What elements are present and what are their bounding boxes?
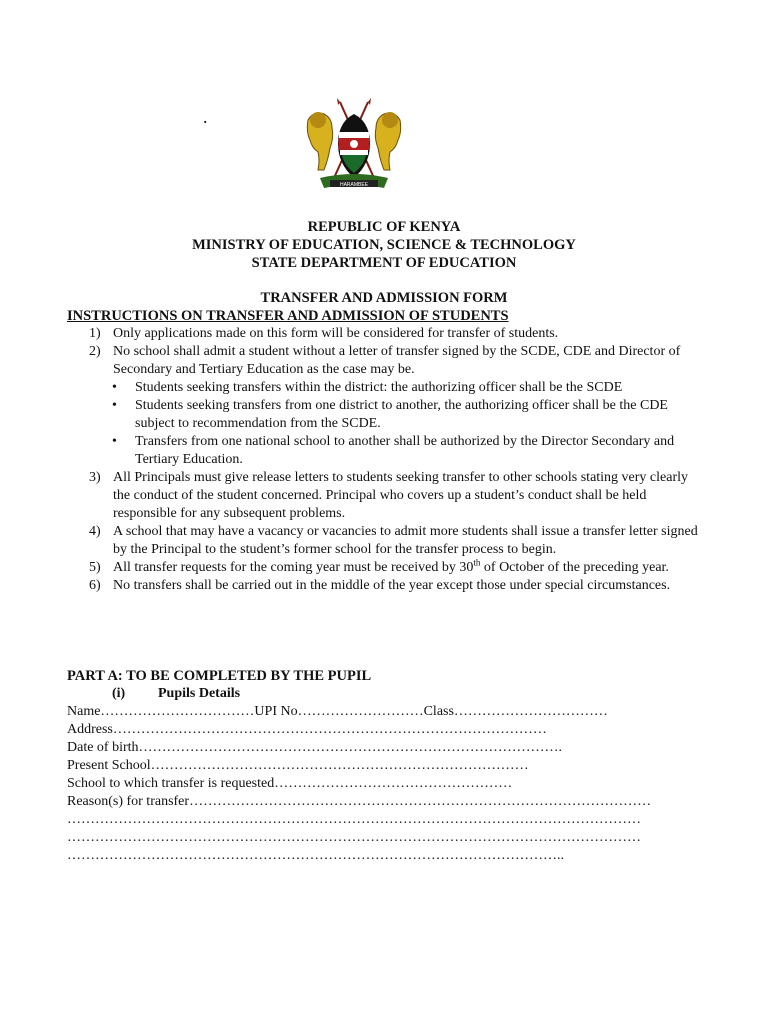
- item-text: [113, 557, 669, 575]
- form-title: TRANSFER AND ADMISSION FORM: [260, 290, 508, 306]
- instructions-list: [67, 325, 707, 595]
- reason-continuation-line[interactable]: ……………………………………………………………………………………………………………: [67, 830, 641, 845]
- instruction-item: [67, 343, 707, 469]
- name-upi-class-field[interactable]: Name……………………………UPI No………………………Class……………………………: [67, 704, 608, 719]
- bullet-item: • Students seeking transfers within the district: the authorizing officer shall be the SCDE: [67, 379, 707, 397]
- date-of-birth-field[interactable]: Date of birth……………………………………………………………………………….: [67, 740, 563, 755]
- item-number: 3): [89, 470, 101, 485]
- reason-field[interactable]: Reason(s) for transfer………………………………………………………………………………………: [67, 794, 652, 809]
- ordinal-suffix: th: [473, 557, 481, 568]
- header-ministry: MINISTRY OF EDUCATION, SCIENCE & TECHNOLOGY: [192, 237, 576, 253]
- bullet-item: • Transfers from one national school to another shall be authorized by the Director Secondary and Tertiary Education.: [67, 433, 707, 469]
- item-number: 2): [89, 344, 101, 359]
- instruction-item: [67, 469, 707, 523]
- item-text-after: of October of the preceding year.: [480, 560, 669, 575]
- reason-continuation-line[interactable]: ……………………………………………………………………………………………..: [67, 848, 564, 863]
- kenya-coat-of-arms-icon: [300, 98, 408, 194]
- item-text: All Principals must give release letters to students seeking transfer to other schools stating very clearly the conduct of the student concerned. Principal who covers up a student’s conduct shall be held responsible for any subsequent problems.: [113, 470, 689, 521]
- stray-dot: .: [203, 107, 208, 127]
- bullet-list: [67, 379, 707, 469]
- reason-continuation-line[interactable]: ……………………………………………………………………………………………………………: [67, 812, 641, 827]
- part-a-title: PART A: TO BE COMPLETED BY THE PUPIL: [67, 668, 372, 684]
- section-title: Pupils Details: [158, 686, 241, 701]
- bullet-item: • Students seeking transfers from one district to another, the authorizing officer shall be the CDE subject to recommendation from the SCDE.: [67, 397, 707, 433]
- instruction-item: [67, 523, 707, 559]
- header-country: REPUBLIC OF KENYA: [307, 219, 461, 235]
- item-text: Only applications made on this form will be considered for transfer of students.: [113, 326, 559, 341]
- instructions-title: INSTRUCTIONS ON TRANSFER AND ADMISSION OF STUDENTS: [67, 308, 509, 324]
- item-number: 5): [89, 560, 101, 575]
- header-department: STATE DEPARTMENT OF EDUCATION: [251, 255, 517, 271]
- item-number: 1): [89, 326, 101, 341]
- instruction-item: [67, 559, 707, 577]
- item-text: No transfers shall be carried out in the middle of the year except those under special circumstances.: [113, 578, 671, 593]
- address-field[interactable]: Address…………………………………………………………………………………: [67, 722, 547, 737]
- instruction-item: [67, 325, 707, 343]
- transfer-school-field[interactable]: School to which transfer is requested……………………………………………: [67, 776, 513, 791]
- section-number: (i): [112, 686, 126, 701]
- instruction-item: [67, 577, 707, 595]
- section-heading: [112, 685, 240, 703]
- item-text-before: All transfer requests for the coming year must be received by 30: [113, 560, 474, 575]
- pupil-details-form: [67, 703, 707, 865]
- svg-text:HARAMBEE: HARAMBEE: [339, 182, 369, 188]
- item-number: 4): [89, 524, 101, 539]
- item-text: A school that may have a vacancy or vacancies to admit more students shall issue a transfer letter signed by the Principal to the student’s former school for the transfer process to begin.: [113, 524, 698, 557]
- item-text: No school shall admit a student without a letter of transfer signed by the SCDE, CDE and Director of Secondary and Tertiary Education as the case may be.: [113, 344, 681, 377]
- present-school-field[interactable]: Present School………………………………………………………………………: [67, 758, 529, 773]
- item-number: 6): [89, 578, 101, 593]
